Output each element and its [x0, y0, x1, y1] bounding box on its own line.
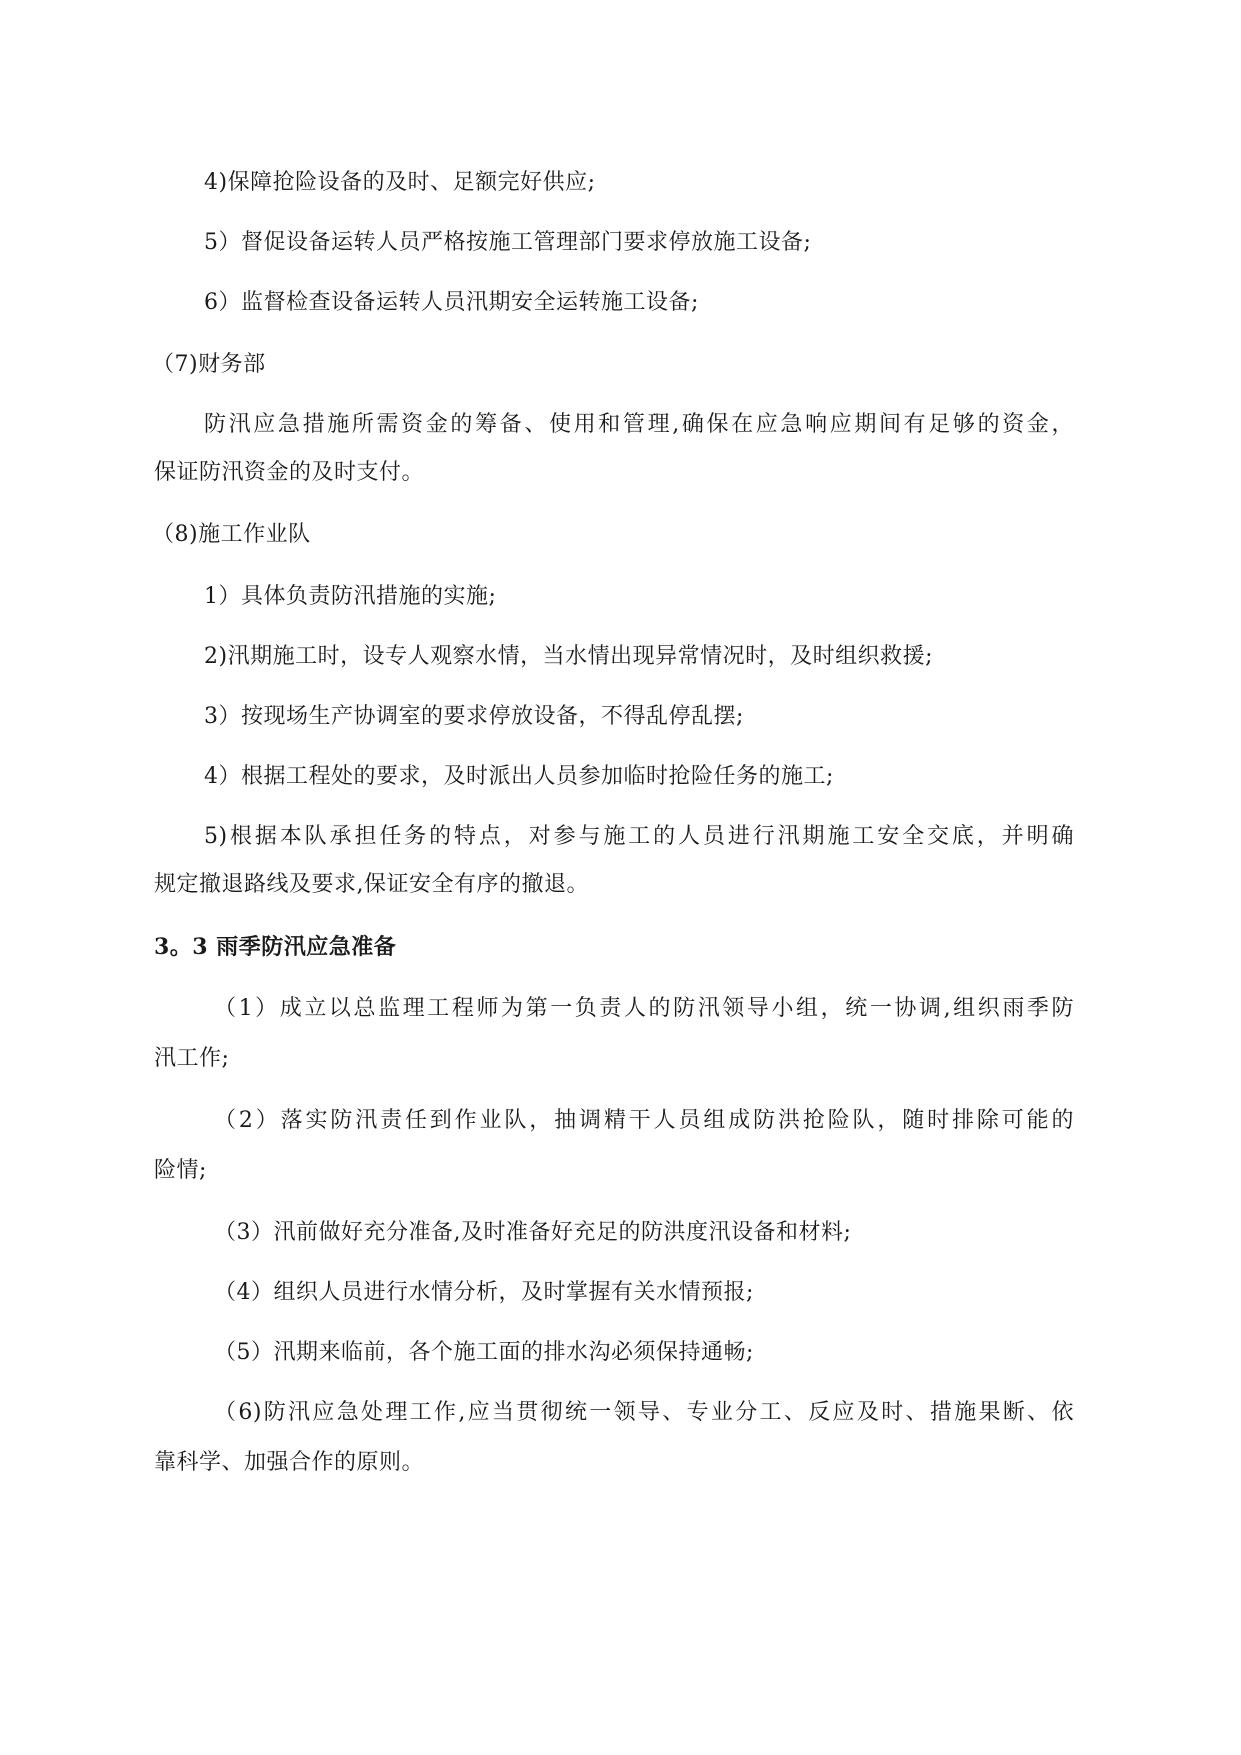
text-line: 保证防汛资金的及时支付。	[154, 460, 425, 485]
text-line: 规定撤退路线及要求,保证安全有序的撤退。	[154, 872, 589, 897]
text-line: 4)保障抢险设备的及时、足额完好供应;	[204, 170, 596, 195]
section-heading: 3。3 雨季防汛应急准备	[154, 934, 397, 960]
text-line: 2)汛期施工时，设专人观察水情，当水情出现异常情况时，及时组织救援;	[204, 644, 933, 669]
text-line: （5）汛期来临前，各个施工面的排水沟必须保持通畅;	[214, 1340, 754, 1365]
text-line: 险情;	[154, 1158, 207, 1183]
text-line: 5)根据本队承担任务的特点，对参与施工的人员进行汛期施工安全交底，并明确	[204, 824, 1074, 849]
text-line: （2）落实防汛责任到作业队，抽调精干人员组成防洪抢险队，随时排除可能的	[214, 1108, 1074, 1133]
text-line: （6)防汛应急处理工作,应当贯彻统一领导、专业分工、反应及时、措施果断、依	[214, 1400, 1074, 1425]
text-line: （3）汛前做好充分准备,及时准备好充足的防洪度汛设备和材料;	[214, 1220, 852, 1245]
text-line: 5）督促设备运转人员严格按施工管理部门要求停放施工设备;	[204, 230, 812, 255]
text-line: 防汛应急措施所需资金的筹备、使用和管理,确保在应急响应期间有足够的资金，	[204, 412, 1074, 437]
section-label: （8)施工作业队	[152, 522, 311, 547]
text-line: 靠科学、加强合作的原则。	[154, 1450, 425, 1475]
text-line: 3）按现场生产协调室的要求停放设备，不得乱停乱摆;	[204, 704, 744, 729]
text-line: 6）监督检查设备运转人员汛期安全运转施工设备;	[204, 290, 699, 315]
text-line: 汛工作;	[154, 1046, 230, 1071]
text-line: （4）组织人员进行水情分析，及时掌握有关水情预报;	[214, 1280, 754, 1305]
text-line: 4）根据工程处的要求，及时派出人员参加临时抢险任务的施工;	[204, 764, 834, 789]
section-label: （7)财务部	[152, 352, 266, 377]
text-line: （1）成立以总监理工程师为第一负责人的防汛领导小组，统一协调,组织雨季防	[214, 996, 1074, 1021]
text-line: 1）具体负责防汛措施的实施;	[204, 584, 497, 609]
